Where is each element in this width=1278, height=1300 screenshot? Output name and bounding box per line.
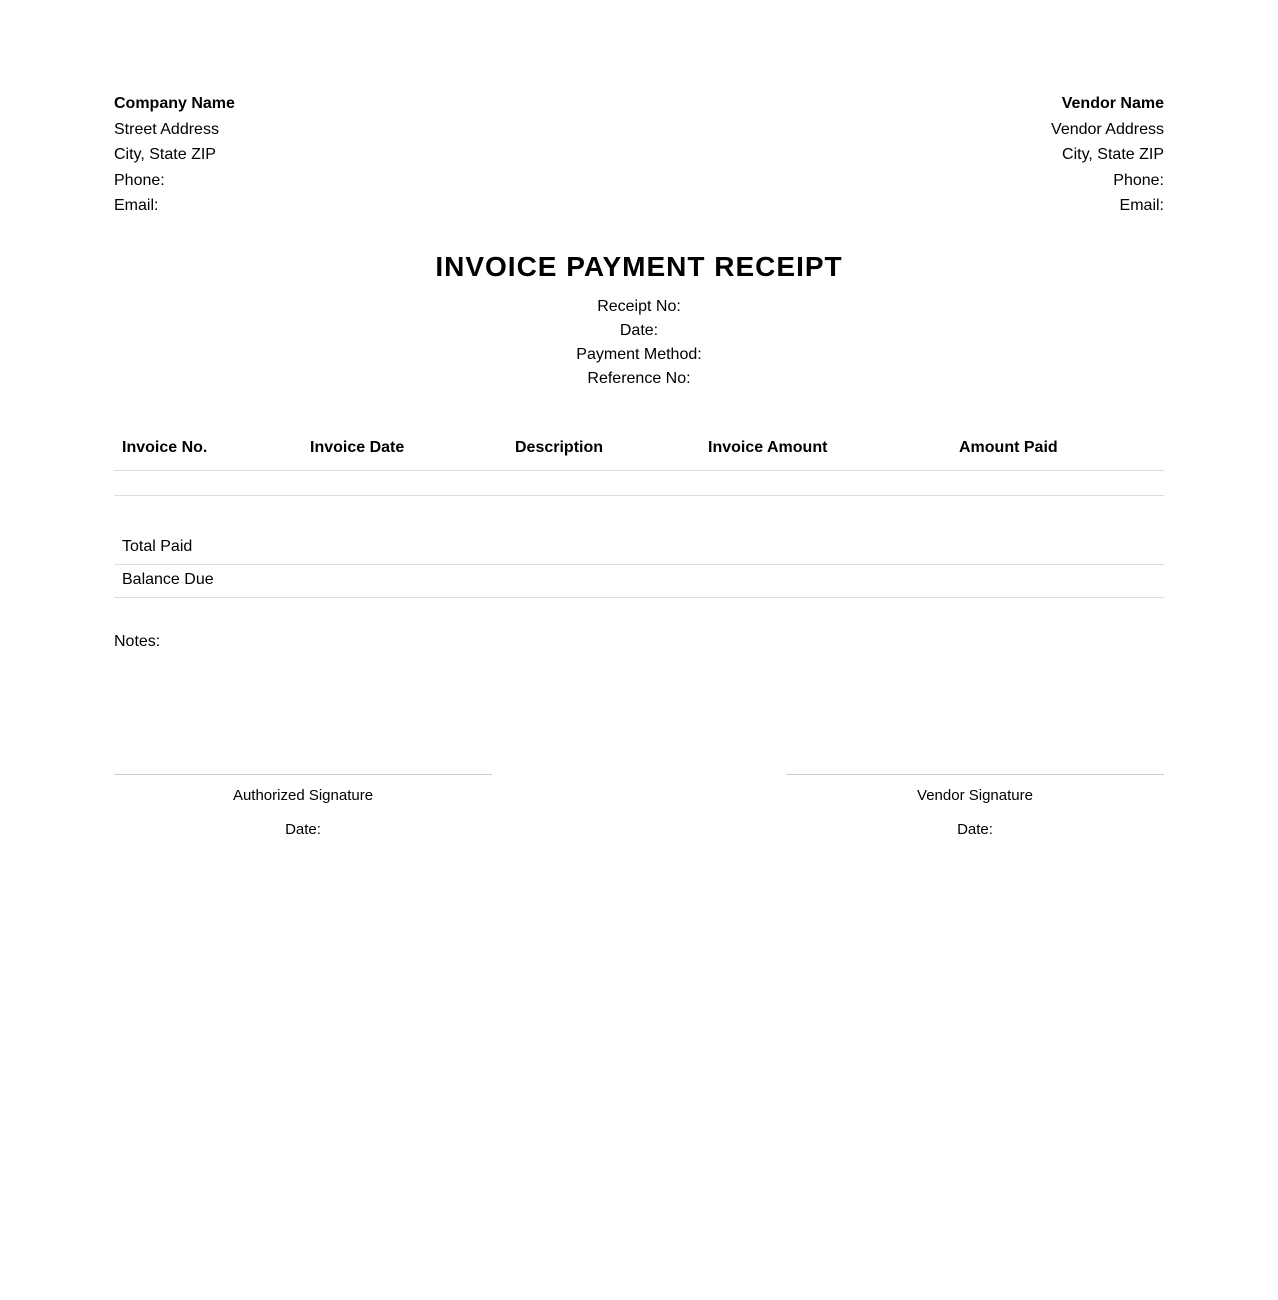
authorized-signature-date: Date:: [285, 821, 321, 838]
vendor-signature-line: [786, 774, 1164, 775]
vendor-phone: Phone:: [1113, 172, 1164, 189]
divider: [114, 470, 1164, 471]
authorized-signature-line: [114, 774, 492, 775]
vendor-name: Vendor Name: [1061, 95, 1164, 112]
company-phone: Phone:: [114, 172, 165, 189]
table-row: [114, 495, 1164, 496]
vendor-email: Email:: [1119, 197, 1164, 214]
vendor-signature-date: Date:: [957, 821, 993, 838]
header-invoice-no: Invoice No.: [122, 439, 208, 456]
header-invoice-amount: Invoice Amount: [708, 439, 828, 456]
balance-due-label: Balance Due: [122, 571, 214, 588]
authorized-signature-label: Authorized Signature: [232, 787, 374, 804]
company-name: Company Name: [114, 95, 235, 112]
notes-label: Notes:: [114, 633, 161, 650]
total-paid-label: Total Paid: [122, 538, 193, 555]
payment-method: Payment Method:: [576, 346, 702, 363]
divider: [114, 564, 1164, 565]
page-title: INVOICE PAYMENT RECEIPT: [435, 251, 843, 282]
company-email: Email:: [114, 197, 159, 214]
header-description: Description: [515, 439, 604, 456]
receipt-number: Receipt No:: [597, 298, 681, 315]
divider: [114, 597, 1164, 598]
vendor-city: City, State ZIP: [1062, 146, 1164, 163]
company-city: City, State ZIP: [114, 146, 216, 163]
vendor-signature-label: Vendor Signature: [917, 787, 1033, 804]
company-address: Street Address: [114, 121, 219, 138]
receipt-date: Date:: [619, 322, 659, 339]
reference-number: Reference No:: [587, 370, 691, 387]
header-amount-paid: Amount Paid: [959, 439, 1058, 456]
header-invoice-date: Invoice Date: [310, 439, 405, 456]
vendor-address: Vendor Address: [1051, 121, 1164, 138]
